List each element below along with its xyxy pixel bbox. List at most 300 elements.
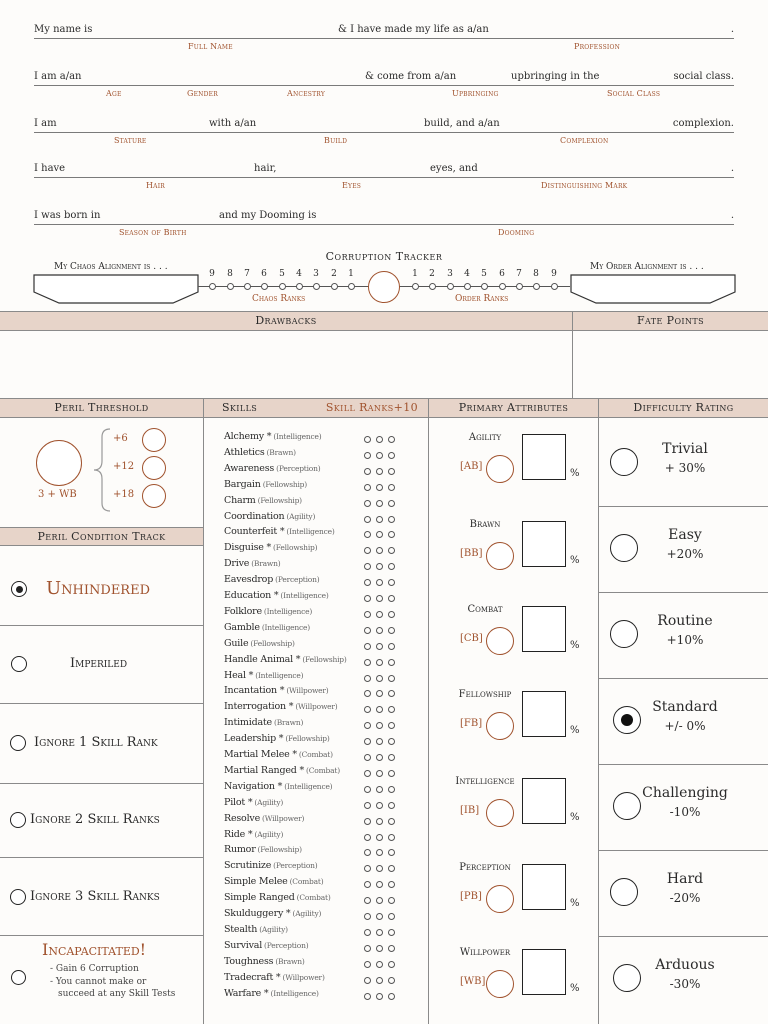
skill-rank-dot[interactable] [376, 468, 383, 475]
skill-rank-dot[interactable] [376, 563, 383, 570]
corruption-center-circle[interactable] [368, 271, 400, 303]
attribute-bonus-circle[interactable] [486, 455, 514, 483]
skill-rank-dots [364, 689, 400, 700]
chaos-rank-number: 8 [227, 269, 233, 279]
field-label: Dooming [498, 228, 535, 237]
peril-mod-circle[interactable] [142, 484, 166, 508]
attribute-score-box[interactable] [522, 691, 566, 737]
skill-rank-dot[interactable] [364, 770, 371, 777]
skill-rank-dot[interactable] [364, 977, 371, 984]
skill-rank-dot[interactable] [376, 945, 383, 952]
skill-rank-dot[interactable] [364, 993, 371, 1000]
skill-name [224, 749, 333, 760]
skill-rank-dot[interactable] [388, 802, 395, 809]
skill-rank-dot[interactable] [376, 786, 383, 793]
radio-dot [16, 586, 23, 593]
corruption-tracker-title: Corruption Tracker [325, 250, 443, 263]
difficulty-modifier: -10% [669, 805, 701, 819]
skill-rank-dot[interactable] [364, 500, 371, 507]
attribute-score-box[interactable] [522, 434, 566, 480]
skill-rank-dot[interactable] [388, 516, 395, 523]
skill-rank-dot[interactable] [388, 643, 395, 650]
skill-name [224, 892, 331, 903]
divider [428, 398, 429, 1024]
skill-rank-dot[interactable] [388, 547, 395, 554]
incapacitated-radio[interactable] [11, 970, 26, 985]
chaos-rank-dot[interactable] [261, 283, 268, 290]
difficulty-radio[interactable] [610, 448, 638, 476]
attribute-bonus-label: [AB] [460, 461, 483, 472]
skill-rank-dot[interactable] [376, 961, 383, 968]
skill-rank-dot[interactable] [376, 818, 383, 825]
skill-rank-dot[interactable] [364, 484, 371, 491]
order-rank-dot[interactable] [464, 283, 471, 290]
skill-name [224, 542, 317, 553]
skill-rank-dot[interactable] [364, 913, 371, 920]
skill-rank-dots [364, 626, 400, 637]
chaos-rank-dot[interactable] [296, 283, 303, 290]
skill-rank-dot[interactable] [376, 500, 383, 507]
skill-label: Eavesdrop [224, 574, 274, 586]
difficulty-modifier: +/- 0% [664, 719, 706, 733]
bio-text: hair, [254, 163, 277, 174]
skill-rank-dot[interactable] [364, 531, 371, 538]
skill-rank-dots [364, 785, 400, 796]
skill-name [224, 940, 308, 951]
skill-rank-dot[interactable] [376, 484, 383, 491]
attribute-bonus-label: [CB] [460, 633, 483, 644]
order-rank-dot[interactable] [533, 283, 540, 290]
skill-rank-dot[interactable] [376, 595, 383, 602]
peril-track-label: Unhindered [46, 578, 151, 599]
skill-row [224, 447, 424, 463]
skill-attribute: (Perception) [275, 575, 320, 585]
difficulty-name: Routine [657, 613, 713, 629]
skill-attribute: (Fellowship) [250, 638, 295, 648]
skill-row [224, 829, 424, 845]
skill-rank-dot[interactable] [376, 802, 383, 809]
skill-rank-dot[interactable] [376, 659, 383, 666]
skill-name [224, 924, 288, 935]
skill-rank-dot[interactable] [388, 865, 395, 872]
skill-rank-dot[interactable] [388, 897, 395, 904]
skill-label: Resolve [224, 812, 260, 824]
skill-rank-dot[interactable] [388, 595, 395, 602]
attribute-bonus-circle[interactable] [486, 799, 514, 827]
difficulty-rating-header: Difficulty Rating [599, 398, 768, 418]
skill-rank-dot[interactable] [364, 436, 371, 443]
skill-row [224, 908, 424, 924]
attribute-name: Intelligence [455, 776, 515, 787]
attribute-bonus-circle[interactable] [486, 712, 514, 740]
skill-rank-dot[interactable] [376, 913, 383, 920]
chaos-rank-dot[interactable] [348, 283, 355, 290]
chaos-rank-dot[interactable] [279, 283, 286, 290]
skill-rank-dot[interactable] [364, 754, 371, 761]
skill-name [224, 463, 320, 474]
difficulty-name: Challenging [642, 785, 728, 801]
attribute-bonus-label: [IB] [460, 805, 480, 816]
skill-attribute: (Fellowship) [257, 495, 302, 505]
order-rank-dot[interactable] [499, 283, 506, 290]
bio-text: I have [34, 163, 66, 174]
skill-rank-dot[interactable] [376, 690, 383, 697]
chaos-rank-number: 2 [331, 269, 337, 279]
skill-rank-dot[interactable] [388, 468, 395, 475]
skill-rank-dot[interactable] [364, 881, 371, 888]
skill-rank-dot[interactable] [364, 929, 371, 936]
skill-label: Scrutinize [224, 860, 272, 872]
difficulty-name: Arduous [655, 957, 715, 973]
skill-rank-dots [364, 880, 400, 891]
order-rank-number: 7 [516, 269, 522, 279]
attribute-bonus-circle[interactable] [486, 885, 514, 913]
skill-rank-dot[interactable] [364, 706, 371, 713]
skill-rank-dot[interactable] [364, 802, 371, 809]
skill-rank-dot[interactable] [388, 945, 395, 952]
bio-text: I am [34, 118, 57, 129]
skill-rank-dots [364, 658, 400, 669]
bio-text: . [730, 163, 734, 174]
skill-rank-dot[interactable] [364, 611, 371, 618]
difficulty-radio[interactable] [610, 534, 638, 562]
skill-rank-dot[interactable] [388, 675, 395, 682]
skill-rank-dot[interactable] [376, 929, 383, 936]
chaos-rank-dot[interactable] [244, 283, 251, 290]
difficulty-radio[interactable] [613, 792, 641, 820]
skill-rank-dot[interactable] [364, 579, 371, 586]
difficulty-radio[interactable] [610, 878, 638, 906]
skill-attribute: (Combat) [289, 877, 324, 887]
skill-label: Alchemy * [224, 431, 272, 442]
attribute-score-box[interactable] [522, 778, 566, 824]
skill-row [224, 511, 424, 527]
skill-rank-dots [364, 642, 400, 653]
chaos-rank-dot[interactable] [209, 283, 216, 290]
name-profession-field[interactable] [34, 38, 734, 39]
skill-rank-dots [364, 515, 400, 526]
skill-rank-dot[interactable] [388, 611, 395, 618]
age-gender-ancestry-field[interactable] [34, 85, 734, 86]
skill-row [224, 797, 424, 813]
incapacitated-title: Incapacitated! [42, 940, 147, 959]
peril-track-label: Ignore 3 Skill Ranks [30, 888, 160, 904]
peril-track-radio[interactable] [10, 735, 26, 751]
attribute-name: Agility [468, 432, 502, 443]
skill-rank-dot[interactable] [376, 834, 383, 841]
skill-attribute: (Combat) [298, 750, 333, 759]
chaos-alignment-box[interactable] [33, 274, 199, 304]
skill-rank-dot[interactable] [388, 627, 395, 634]
skill-rank-dot[interactable] [388, 659, 395, 666]
order-rank-number: 8 [533, 269, 539, 279]
field-label: Complexion [560, 136, 609, 145]
attribute-bonus-label: [BB] [460, 548, 483, 559]
skill-ranks-title: Skill Ranks+10 [325, 401, 418, 414]
skill-name [224, 654, 347, 665]
skill-rank-dot[interactable] [376, 865, 383, 872]
skill-rank-dot[interactable] [364, 786, 371, 793]
skill-rank-dot[interactable] [376, 531, 383, 538]
skill-rank-dot[interactable] [364, 595, 371, 602]
bio-text: with a/an [209, 118, 257, 129]
skill-rank-dot[interactable] [376, 849, 383, 856]
skill-row [224, 670, 424, 686]
skill-rank-dot[interactable] [388, 834, 395, 841]
skill-rank-dot[interactable] [388, 484, 395, 491]
peril-threshold-header: Peril Threshold [0, 398, 203, 418]
skill-rank-dots [364, 960, 400, 971]
order-rank-dot[interactable] [516, 283, 523, 290]
skill-row [224, 956, 424, 972]
skill-rank-dot[interactable] [364, 834, 371, 841]
bio-text: eyes, and [430, 163, 478, 174]
peril-threshold-circle[interactable] [36, 440, 82, 486]
skill-rank-dots [364, 451, 400, 462]
skill-attribute: (Willpower) [295, 702, 338, 712]
skill-rank-dot[interactable] [388, 929, 395, 936]
skill-label: Ride * [224, 828, 253, 840]
drawbacks-header: Drawbacks [0, 311, 572, 331]
skill-rank-dot[interactable] [364, 897, 371, 904]
bio-text: My name is [34, 24, 93, 35]
attribute-percent: % [570, 898, 580, 909]
skill-rank-dot[interactable] [364, 849, 371, 856]
skill-name [224, 797, 283, 808]
skill-row [224, 844, 424, 860]
skill-row [224, 654, 424, 670]
skill-attribute: (Brawn) [266, 447, 296, 457]
skill-rank-dots [364, 864, 400, 875]
skill-rank-dot[interactable] [376, 627, 383, 634]
attribute-bonus-circle[interactable] [486, 627, 514, 655]
skill-rank-dot[interactable] [364, 643, 371, 650]
attribute-name: Willpower [459, 947, 511, 958]
bio-text: & come from a/an [365, 71, 457, 82]
skill-rank-dot[interactable] [376, 516, 383, 523]
peril-track-radio[interactable] [11, 581, 27, 597]
skill-attribute: (Willpower) [282, 972, 325, 982]
skill-row [224, 924, 424, 940]
skill-rank-dot[interactable] [388, 770, 395, 777]
skill-rank-dot[interactable] [388, 500, 395, 507]
skill-row [224, 717, 424, 733]
skill-label: Leadership * [224, 733, 284, 745]
divider [203, 398, 204, 1024]
skill-label: Disguise * [224, 542, 272, 554]
skill-name [224, 622, 310, 633]
chaos-rank-dot[interactable] [227, 283, 234, 290]
skill-name [224, 972, 325, 983]
skill-label: Simple Melee [224, 876, 288, 888]
bio-age-row [34, 71, 734, 117]
divider [0, 857, 203, 858]
skill-rank-dot[interactable] [388, 754, 395, 761]
skill-rank-dots [364, 674, 400, 685]
chaos-rank-number: 1 [348, 269, 354, 279]
skill-rank-dot[interactable] [376, 452, 383, 459]
skill-row [224, 590, 424, 606]
skill-rank-dots [364, 992, 400, 1003]
birth-dooming-field[interactable] [34, 224, 734, 225]
difficulty-radio[interactable] [610, 620, 638, 648]
attribute-bonus-circle[interactable] [486, 970, 514, 998]
skill-rank-dot[interactable] [364, 516, 371, 523]
skill-rank-dot[interactable] [376, 611, 383, 618]
skill-rank-dot[interactable] [376, 436, 383, 443]
peril-mod-circle[interactable] [142, 428, 166, 452]
order-rank-dot[interactable] [412, 283, 419, 290]
skill-rank-dot[interactable] [388, 579, 395, 586]
primary-attributes-header: Primary Attributes [429, 398, 598, 418]
skill-rank-dot[interactable] [376, 754, 383, 761]
difficulty-radio[interactable] [613, 706, 641, 734]
skill-label: Martial Melee * [224, 749, 297, 760]
skill-rank-dot[interactable] [364, 563, 371, 570]
skill-rank-dot[interactable] [364, 659, 371, 666]
skill-label: Skulduggery * [224, 908, 291, 919]
attribute-score-box[interactable] [522, 606, 566, 652]
skill-rank-dot[interactable] [376, 675, 383, 682]
skill-label: Stealth [224, 923, 258, 935]
skill-rank-dot[interactable] [376, 897, 383, 904]
skill-rank-dot[interactable] [364, 961, 371, 968]
skill-rank-dot[interactable] [364, 627, 371, 634]
hair-eyes-mark-field[interactable] [34, 177, 734, 178]
skill-rank-dot[interactable] [388, 961, 395, 968]
skill-rank-dot[interactable] [364, 818, 371, 825]
difficulty-name: Trivial [662, 441, 708, 457]
skill-rank-dot[interactable] [388, 913, 395, 920]
skill-rank-dot[interactable] [388, 436, 395, 443]
skill-row [224, 495, 424, 511]
peril-track-radio[interactable] [10, 889, 26, 905]
chaos-rank-dot[interactable] [331, 283, 338, 290]
skill-rank-dot[interactable] [364, 452, 371, 459]
skill-rank-dot[interactable] [364, 945, 371, 952]
skill-rank-dot[interactable] [376, 738, 383, 745]
skill-rank-dot[interactable] [376, 722, 383, 729]
skill-label: Drive [224, 558, 250, 570]
skill-row [224, 574, 424, 590]
skill-rank-dot[interactable] [388, 738, 395, 745]
skill-rank-dots [364, 530, 400, 541]
divider [599, 936, 768, 937]
skill-rank-dot[interactable] [364, 675, 371, 682]
skill-rank-dot[interactable] [388, 531, 395, 538]
difficulty-radio[interactable] [613, 964, 641, 992]
bio-text: & I have made my life as a/an [338, 24, 489, 35]
skill-row [224, 733, 424, 749]
divider [599, 764, 768, 765]
peril-condition-track-header: Peril Condition Track [0, 527, 203, 546]
skill-name [224, 908, 321, 919]
attribute-name: Fellowship [458, 689, 512, 700]
bio-text: build, and a/an [424, 118, 500, 129]
fate-points-area[interactable] [573, 331, 768, 397]
skill-rank-dot[interactable] [364, 738, 371, 745]
peril-track-radio[interactable] [10, 812, 26, 828]
bio-text: social class. [673, 71, 734, 82]
divider [599, 850, 768, 851]
skill-rank-dot[interactable] [388, 881, 395, 888]
skill-rank-dot[interactable] [376, 881, 383, 888]
skill-rank-dot[interactable] [388, 452, 395, 459]
skill-rank-dot[interactable] [376, 977, 383, 984]
skill-attribute: (Fellowship) [302, 654, 347, 664]
skill-rank-dot[interactable] [388, 849, 395, 856]
skill-rank-dot[interactable] [388, 786, 395, 793]
drawbacks-area[interactable] [0, 331, 572, 397]
skill-row [224, 749, 424, 765]
skill-rank-dot[interactable] [388, 722, 395, 729]
skill-attribute: (Combat) [306, 765, 340, 775]
order-rank-dot[interactable] [447, 283, 454, 290]
chaos-rank-dot[interactable] [313, 283, 320, 290]
skill-rank-dots [364, 801, 400, 812]
attribute-score-box[interactable] [522, 521, 566, 567]
skill-rank-dot[interactable] [364, 547, 371, 554]
skill-rank-dot[interactable] [376, 993, 383, 1000]
skill-rank-dot[interactable] [376, 643, 383, 650]
field-label: Build [324, 136, 348, 145]
skill-rank-dot[interactable] [364, 722, 371, 729]
chaos-ranks-label: Chaos Ranks [252, 294, 306, 304]
field-label: Upbringing [452, 89, 499, 98]
attribute-percent: % [570, 725, 580, 736]
skill-rank-dot[interactable] [376, 706, 383, 713]
attribute-bonus-circle[interactable] [486, 542, 514, 570]
skill-label: Navigation * [224, 780, 283, 792]
skill-row [224, 940, 424, 956]
skill-rank-dot[interactable] [376, 770, 383, 777]
skill-rank-dot[interactable] [388, 563, 395, 570]
skill-attribute: (Agility) [254, 797, 284, 807]
skill-rank-dot[interactable] [376, 547, 383, 554]
order-rank-dot[interactable] [551, 283, 558, 290]
attribute-score-box[interactable] [522, 949, 566, 995]
skill-name [224, 558, 280, 569]
skill-name [224, 590, 329, 601]
attribute-score-box[interactable] [522, 864, 566, 910]
skill-row [224, 892, 424, 908]
peril-mod-circle[interactable] [142, 456, 166, 480]
skill-rank-dot[interactable] [388, 818, 395, 825]
skill-rank-dot[interactable] [388, 690, 395, 697]
order-rank-dot[interactable] [429, 283, 436, 290]
peril-track-radio[interactable] [11, 656, 27, 672]
peril-track-label: Ignore 1 Skill Rank [34, 734, 158, 750]
field-label: Gender [187, 89, 218, 98]
skill-rank-dot[interactable] [388, 977, 395, 984]
skill-row [224, 606, 424, 622]
order-alignment-box[interactable] [570, 274, 736, 304]
skill-rank-dot[interactable] [388, 993, 395, 1000]
skill-name [224, 860, 318, 871]
attribute-bonus-label: [WB] [460, 976, 486, 987]
skill-rank-dot[interactable] [364, 865, 371, 872]
skill-rank-dot[interactable] [388, 706, 395, 713]
difficulty-modifier: -20% [669, 891, 701, 905]
skill-name [224, 876, 323, 887]
stature-build-complexion-field[interactable] [34, 132, 734, 133]
skill-rank-dot[interactable] [364, 468, 371, 475]
skill-rank-dot[interactable] [376, 579, 383, 586]
skill-rank-dot[interactable] [364, 690, 371, 697]
order-rank-dot[interactable] [481, 283, 488, 290]
skill-attribute: (Intelligence) [280, 591, 329, 600]
divider [599, 592, 768, 593]
